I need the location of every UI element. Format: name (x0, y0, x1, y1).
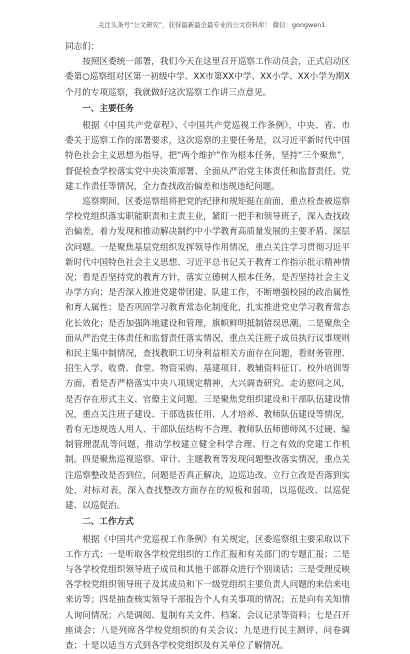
tasks-paragraph-2: 巡察期间，区委巡察组将把党的纪律和规矩挺在前面，重点检查被巡察学校党组织落实职能职责和主责主业，紧盯一把手和领导班子，深入查找政治偏差，着力发现和推动解决制约中小学教育高质量发展的主要矛盾、深层次问题。一是聚焦基层党组织发挥领导作用情况，重点关注学习贯彻习近平新时代中国特色社会主义思想、习近平总书记关于教育工作指示批示精神情况；看是否坚持党的教育方针，落实立德树人根本任务，是否坚持社会主义办学方向；是否深入推进党建带团建、队建工作，不断增强校园的政治属性和育人属性；是否巩固学习教育常态化制度化，扎实推进党史学习教育常态化长效化；是否加强阵地建设和管理，旗帜鲜明抵制错误思潮。二是聚焦全面从严治党主体责任和监督责任落实情况，重点关注班子成员执行议事规则和民主集中制情况，查找教职工切身利益相关方面存在问题，看财务管理、招生入学、收费、食堂、物资采购、基建项目、教辅资料征订、校外培训等方面，看是否严格落实中央八项规定精神，大兴调查研究、走访慰问之风，是否存在形式主义、官僚主义问题。三是聚焦党组织建设和干部队伍建设情况，重点关注班子建设、干部选拔任用、人才培养、教师队伍建设等情况，看有无违规选人用人、干部队伍结构不合理、教师队伍师德师风不过硬、编制管理混乱等问题，推动学校建立健全科学合理、行之有效的党建工作机制。四是聚焦巡视巡察、审计、主题教育等发现问题整改落实情况，重点关注巡察整改是否到位，问题是否真正解决，边巡边改、立行立改是否落到实处，对标对表，深入查找整改方面存在的短板和弱项，以巡促改、以巡促建、以巡促治。 (65, 195, 350, 514)
tasks-paragraph-1: 根据《中国共产党章程》、《中国共产党巡视工作条例》，中央、省、市委关于巡察工作的部署要求，这次巡察的主要任务是，以习近平新时代中国特色社会主义思想为指导，把“两个维护”作为根本任务，坚持“三个聚焦”，督促检查学校落实党中央决策部署、全面从严治党主体责任和监督责任、党建工作责任等情况，全力查找政治偏差和违规违纪问题。 (65, 119, 350, 195)
section-heading-tasks: 一、主要任务 (65, 102, 350, 117)
section-heading-methods: 二、工作方式 (65, 515, 350, 530)
document-body (65, 40, 350, 654)
intro-paragraph: 按照区委统一部署，我们今天在这里召开巡察工作动员会，正式启动区委第○巡察组对区第一初级中学、XX市第XX中学、XX小学、XX小学为期X个月的专项巡察，我就做好这次巡察工作讲三点意见。 (65, 55, 350, 101)
header-banner: 关注头条号“公文研究”，获得最新最全最专业的公文资料库！ 微信：gongwen1 (98, 20, 338, 30)
greeting: 同志们： (65, 40, 350, 55)
methods-paragraph: 根据《中国共产党巡视工作条例》有关规定，区委巡察组主要采取以下工作方式：一是听取各学校党组织的工作汇报和有关部门的专题汇报；二是与各学校党组织领导班子成员和其他干部群众进行个别谈话；三是受理反映各学校党组织领导班子及其成员和下一级党组织主要负责人问题的来信来电来访等；四是抽查核实领导干部报告个人有关事项的情况；五是向有关知情人询问情况；六是调阅、复制有关文件、档案、会议记录等资料；七是召开座谈会；八是列席各学校党组织的有关会议；九是进行民主测评、问卷调查；十是以适当方式到各学校党组织及有关单位了解情况。 (65, 533, 350, 654)
